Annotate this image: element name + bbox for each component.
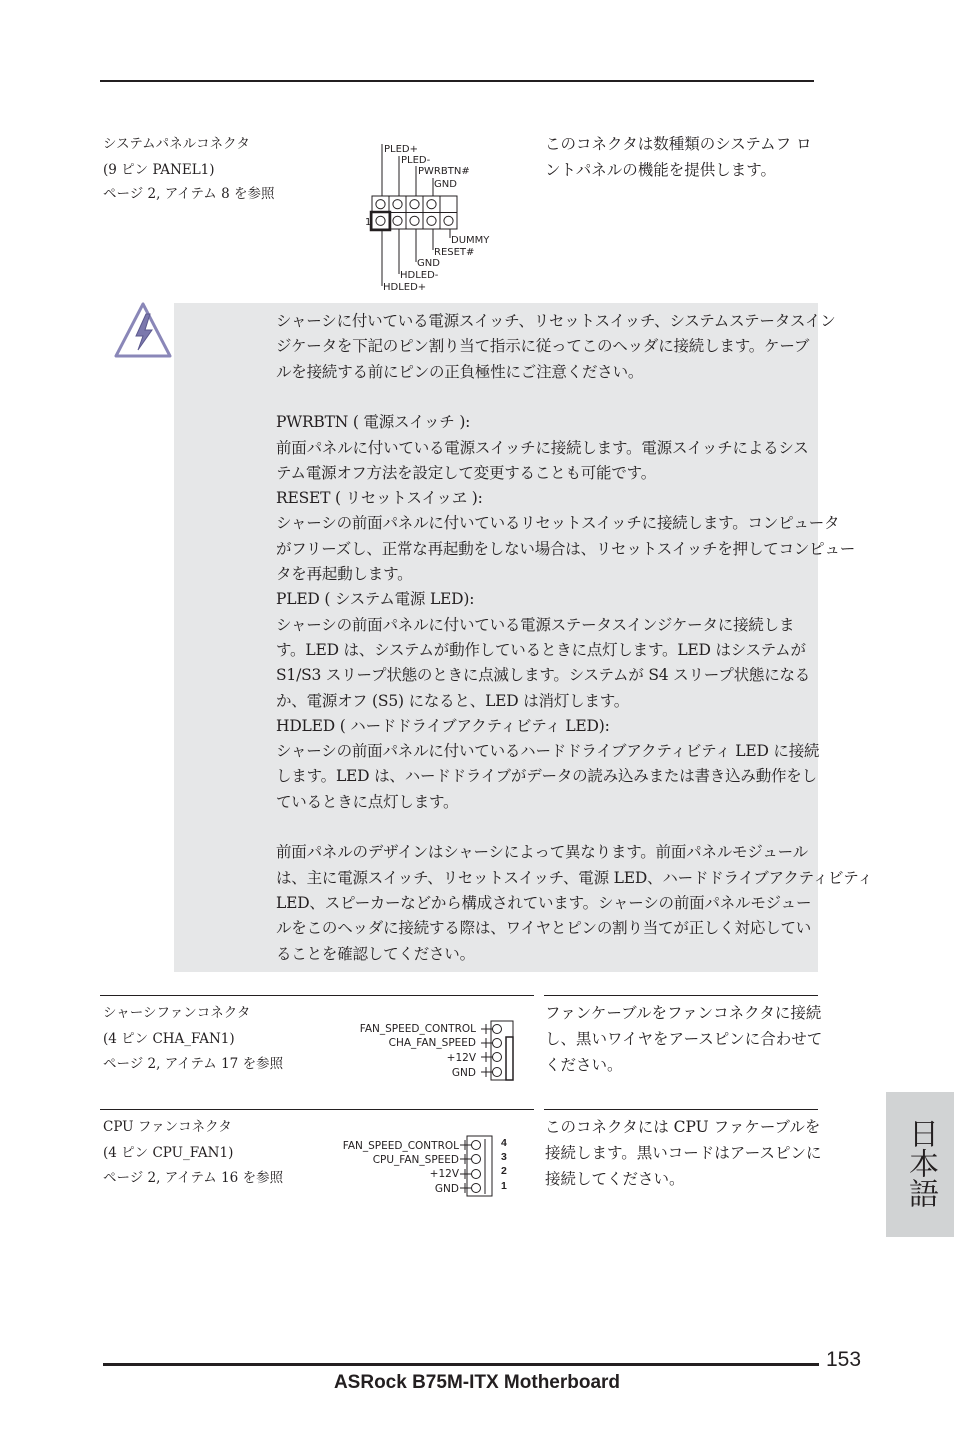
cpu-fan-pins: (4 ピン CPU_FAN1) [103, 1145, 234, 1161]
warning-icon [112, 300, 174, 360]
panel-pins: (9 ピン PANEL1) [103, 162, 215, 178]
cha-fan-header-diagram [340, 1016, 520, 1084]
note-line: S1/S3 スリープ状態のときに点滅します。システムが S4 スリープ状態になる [276, 666, 811, 685]
label-pled-minus: PLED- [401, 155, 431, 166]
cpu-fan-ref: ページ 2, アイテム 16 を参照 [103, 1170, 284, 1186]
page-number: 153 [826, 1348, 862, 1371]
cpu-fan-rule-right [544, 1109, 818, 1110]
cha-label-gnd: GND [451, 1067, 476, 1079]
panel-ref: ページ 2, アイテム 8 を参照 [103, 186, 275, 202]
note-line: シャーシの前面パネルに付いているハードドライブアクティビティ LED に接続 [276, 742, 820, 761]
note-line: シャーシの前面パネルに付いているリセットスイッチに接続します。コンピュータ [276, 514, 840, 533]
note-line: す。LED は、システムが動作しているときに点灯します。LED はシステムが [276, 640, 806, 659]
note-line: ルを接続する前にピンの正負極性にご注意ください。 [276, 362, 644, 381]
label-hdled-plus: HDLED+ [383, 282, 427, 293]
label-hdled-minus: HDLED- [400, 270, 439, 281]
cha-label-cha-fan-speed: CHA_FAN_SPEED [388, 1037, 476, 1049]
note-line: ているときに点灯します。 [276, 792, 459, 811]
cpu-fan-desc-line-3: 接続してください。 [545, 1170, 685, 1188]
note-line: します。LED は、ハードドライブがデータの読み込みまたは書き込み動作をし [276, 767, 817, 786]
label-pled-plus: PLED+ [384, 144, 418, 155]
note-line: がフリーズし、正常な再起動をしない場合は、リセットスイッチを押してコンピュー [276, 539, 856, 558]
note-line: は、主に電源スイッチ、リセットスイッチ、電源 LED、ハードドライブアクティビティ [276, 868, 873, 887]
cha-fan-title: シャーシファンコネクタ [103, 1005, 251, 1021]
cpu-pin-number-2: 2 [501, 1165, 507, 1177]
panel-header-diagram [360, 136, 500, 294]
cpu-pin-number-3: 3 [501, 1151, 507, 1163]
note-line: HDLED ( ハードドライブアクティビティ LED): [276, 716, 610, 735]
cha-fan-desc-line-1: ファンケーブルをファンコネクタに接続 [545, 1004, 822, 1022]
label-gnd-top: GND [434, 179, 457, 190]
note-line: タを再起動します。 [276, 565, 413, 583]
language-tab-label: 日本語 [903, 1118, 938, 1208]
footer-rule [103, 1363, 819, 1366]
panel-desc-line-1: このコネクタは数種類のシステムフ ロ [545, 135, 812, 153]
cpu-fan-title: CPU ファンコネクタ [103, 1119, 232, 1135]
cha-fan-rule-left [100, 995, 534, 996]
note-line: RESET ( リセットスイッヱ ): [276, 489, 483, 508]
label-dummy: DUMMY [451, 235, 490, 246]
cpu-fan-header-diagram [340, 1132, 520, 1200]
footer-title: ASRock B75M-ITX Motherboard [333, 1372, 621, 1393]
note-line: 前面パネルのデザインはシャーシによって異なります。前面パネルモジュール [276, 843, 808, 862]
note-line: シャーシに付いている電源スイッチ、リセットスイッチ、システムステータスイン [276, 312, 836, 330]
label-pwrbtn: PWRBTN# [418, 166, 470, 177]
cpu-label-12v: +12V [429, 1168, 459, 1180]
cpu-pin-number-1: 1 [501, 1180, 507, 1192]
note-line: PWRBTN ( 電源スイッチ ): [276, 413, 471, 432]
cha-fan-desc-line-2: し、黒いワイヤをアースピンに合わせて [545, 1030, 823, 1048]
cpu-label-cpu-fan-speed: CPU_FAN_SPEED [372, 1154, 459, 1166]
note-line: ルをこのヘッダに接続する際は、ワイヤとピンの割り当てが正しく対応してい [276, 919, 812, 938]
cpu-fan-desc-line-1: このコネクタには CPU ファケーブルを [545, 1118, 821, 1136]
label-pin-1: 1 [365, 217, 372, 228]
note-line: ることを確認してください。 [276, 944, 475, 963]
note-line: 前面パネルに付いている電源スイッチに接続します。電源スイッチによるシス [276, 438, 809, 457]
cha-fan-pins: (4 ピン CHA_FAN1) [103, 1031, 235, 1047]
note-line: PLED ( システム電源 LED): [276, 590, 475, 609]
cha-fan-ref: ページ 2, アイテム 17 を参照 [103, 1056, 284, 1072]
note-line: テム電源オフ方法を設定して変更することも可能です。 [276, 463, 657, 482]
cpu-fan-rule-left [100, 1109, 534, 1110]
cha-label-fan-speed-control: FAN_SPEED_CONTROL [359, 1023, 476, 1035]
note-line: ジケータを下記のピン割り当て指示に従ってこのヘッダに接続します。ケーブ [276, 337, 810, 356]
note-line: LED、スピーカーなどから構成されています。シャーシの前面パネルモジュー [276, 893, 812, 912]
cpu-pin-number-4: 4 [501, 1137, 507, 1149]
cha-fan-rule-right [544, 995, 818, 996]
cha-label-12v: +12V [446, 1052, 476, 1064]
note-line: か、電源オフ (S5) になると、LED は消灯します。 [276, 691, 630, 710]
cha-fan-desc-line-3: ください。 [545, 1056, 623, 1074]
panel-title: システムパネルコネクタ [103, 136, 250, 152]
cpu-label-fan-speed-control: FAN_SPEED_CONTROL [342, 1140, 459, 1152]
panel-desc-line-2: ントパネルの機能を提供します。 [545, 161, 776, 179]
label-gnd-bottom: GND [417, 258, 440, 269]
cpu-fan-desc-line-2: 接続します。黒いコードはアースピンに [545, 1144, 822, 1162]
note-line: シャーシの前面パネルに付いている電源ステータスインジケータに接続しま [276, 615, 795, 634]
cpu-label-gnd: GND [434, 1183, 459, 1195]
top-rule [100, 80, 814, 82]
label-reset: RESET# [434, 247, 475, 258]
